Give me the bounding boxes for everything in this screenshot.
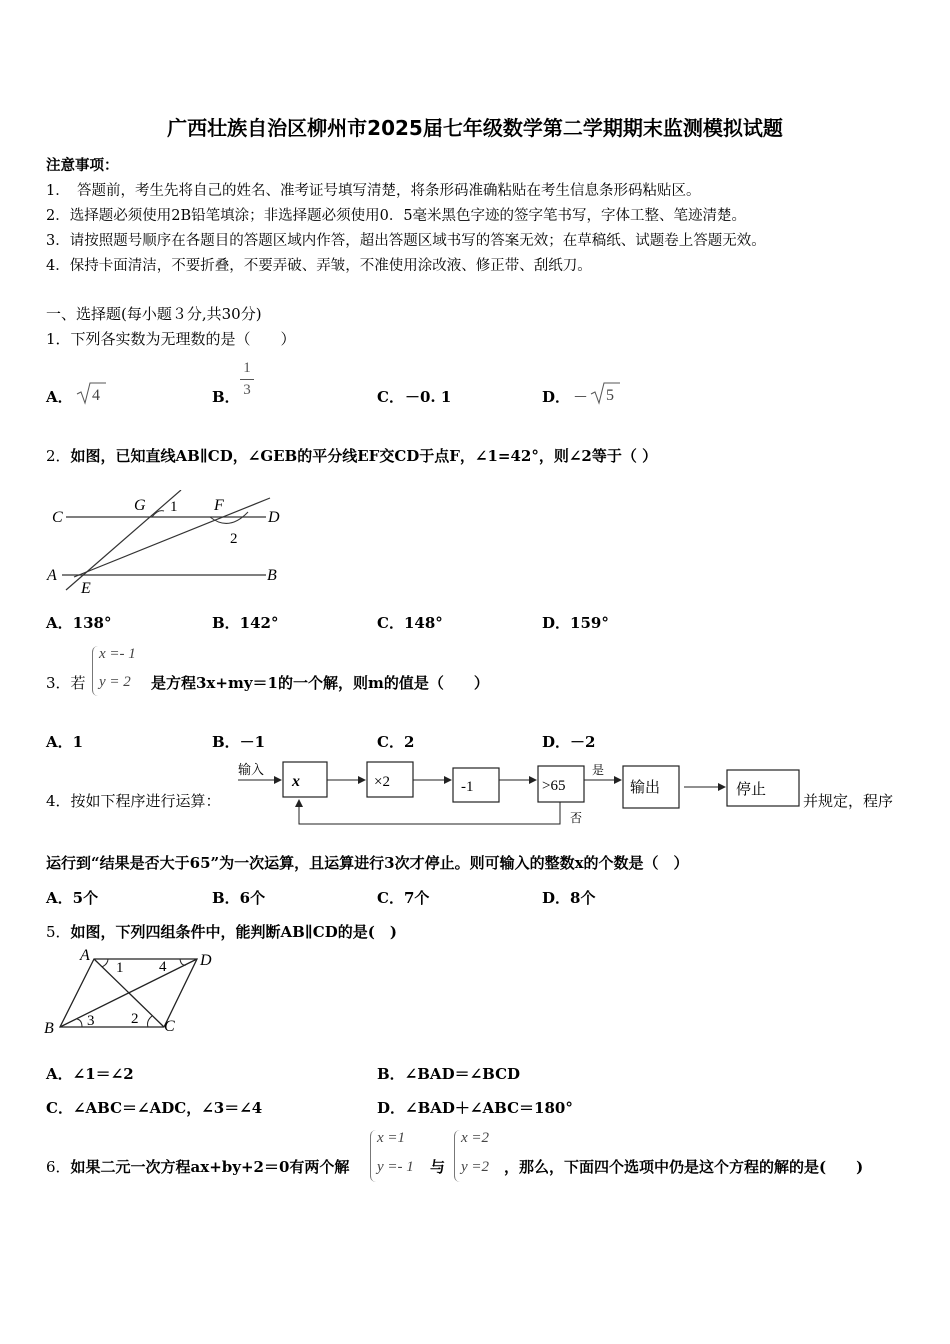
- question-stem: 如图，已知直线AB∥CD，∠GEB的平分线EF交CD于点F，∠1=42°，则∠2等于（ ）: [70, 447, 658, 465]
- q2-option-d: D．159°: [542, 614, 609, 632]
- notice-item: 4．保持卡面清洁，不要折叠，不要弄破、弄皱，不准使用涂改液、修正带、刮纸刀。: [46, 258, 592, 274]
- q4-option-d: D．8个: [542, 889, 596, 907]
- angle-2-arc: [148, 1016, 153, 1027]
- system-line-1: x =1: [377, 1130, 406, 1146]
- q2-option-c: C．148°: [377, 614, 443, 632]
- question-4-tail: 并规定，程序: [803, 792, 894, 810]
- q6-connector: 与: [430, 1158, 446, 1176]
- label-c: C: [164, 1018, 175, 1035]
- label-angle-2: 2: [131, 1011, 139, 1027]
- question-number: 1．: [46, 330, 71, 348]
- angle-3-arc: [77, 1019, 82, 1027]
- q1-option-b-label: B．: [212, 388, 240, 406]
- question-number: 6．: [46, 1158, 71, 1176]
- question-number: 2．: [46, 447, 71, 465]
- q3-equation-system: [92, 646, 153, 696]
- q1-option-d-label: D．: [542, 388, 571, 406]
- question-6: [46, 1156, 349, 1177]
- system-line-2: y = 2: [99, 674, 131, 690]
- label-a: A: [80, 947, 90, 964]
- q2-figure-parallel-lines: [44, 490, 294, 600]
- section-heading: 一、选择题(每小题３分,共30分): [46, 305, 262, 323]
- q1-option-d-radical: [588, 380, 622, 406]
- question-stem: 下列各实数为无理数的是（ ）: [70, 330, 296, 348]
- box-compare-text: >65: [542, 778, 566, 794]
- fraction-bar: [240, 379, 254, 380]
- label-d: D: [200, 952, 212, 969]
- question-4-line2: 运行到“结果是否大于65”为一次运算，且运算进行3次才停止。则可输入的整数x的个数是（ ）: [46, 854, 689, 872]
- label-c: C: [52, 509, 63, 526]
- label-d: D: [268, 509, 280, 526]
- label-a: A: [47, 567, 57, 584]
- radicand: 5: [606, 387, 614, 404]
- loop-back-arrow: [299, 800, 560, 824]
- q5-figure-quadrilateral: [42, 946, 232, 1038]
- q6-system-1: [370, 1130, 429, 1182]
- q2-option-b: B．142°: [212, 614, 279, 632]
- question-number: 4．: [46, 792, 71, 810]
- label-e: E: [81, 580, 91, 597]
- label-f: F: [214, 497, 224, 514]
- q1-option-c-label: C．: [377, 388, 404, 406]
- question-number: 3．: [46, 674, 71, 692]
- box-multiply-text: ×2: [374, 774, 390, 790]
- label-angle-2: 2: [230, 531, 238, 547]
- system-line-1: x =- 1: [99, 646, 136, 662]
- question-4: [46, 790, 221, 811]
- diagonal-bd: [60, 959, 197, 1027]
- question-stem: 是方程3x+my＝1的一个解，则m的值是（ ）: [151, 674, 489, 692]
- q1-option-a-label: A．: [46, 388, 73, 406]
- page-title: 广西壮族自治区柳州市2025届七年级数学第二学期期末监测模拟试题: [167, 116, 783, 140]
- q2-option-a: A．138°: [46, 614, 112, 632]
- q3-option-b: B．－1: [212, 733, 266, 751]
- question-pre: 若: [70, 674, 86, 692]
- notice-item: 3．请按照题号顺序在各题目的答题区域内作答，超出答题区域书写的答案无效；在草稿纸、试题卷上答题无效。: [46, 233, 766, 249]
- box-x-text: x: [292, 773, 300, 790]
- q5-option-b: B．∠BAD＝∠BCD: [377, 1065, 521, 1083]
- angle-1-arc: [102, 959, 108, 967]
- q6-system-2: [454, 1130, 505, 1182]
- question-2: [46, 445, 657, 466]
- radicand: 4: [92, 387, 100, 404]
- q1-option-d-sign: －: [573, 388, 589, 406]
- q5-option-c: C．∠ABC＝∠ADC，∠3＝∠4: [46, 1099, 263, 1117]
- numerator: 1: [243, 360, 251, 376]
- q4-option-b: B．6个: [212, 889, 266, 907]
- label-angle-1: 1: [170, 499, 178, 515]
- q4-option-a: A．5个: [46, 889, 99, 907]
- notice-item: 2．选择题必须使用2B铅笔填涂；非选择题必须使用0．5毫米黑色字迹的签字笔书写，字体工整、笔迹清楚。: [46, 208, 747, 224]
- question-stem: ，那么，下面四个选项中仍是这个方程的解的是( ): [504, 1158, 864, 1176]
- q5-option-d: D．∠BAD＋∠ABC＝180°: [377, 1099, 573, 1117]
- label-angle-3: 3: [87, 1013, 95, 1029]
- denominator: 3: [243, 382, 251, 398]
- box-output-text: 输出: [630, 780, 661, 796]
- notice-item: 1． 答题前，考生先将自己的姓名、准考证号填写清楚，将条形码准确粘贴在考生信息条形码粘贴区。: [46, 183, 701, 199]
- question-stem: 如图，下列四组条件中，能判断AB∥CD的是( ): [70, 923, 397, 941]
- label-b: B: [44, 1020, 54, 1037]
- question-5: [46, 921, 397, 942]
- q3-option-a: A．1: [46, 733, 84, 751]
- q1-option-a-radical: [74, 380, 108, 406]
- system-line-2: y =- 1: [377, 1159, 414, 1175]
- box-x: [283, 762, 327, 797]
- label-angle-1: 1: [116, 960, 124, 976]
- question-pre: 如果二元一次方程ax+by+2＝0有两个解: [70, 1158, 350, 1176]
- q3-option-d: D．－2: [542, 733, 596, 751]
- label-no: 否: [570, 811, 583, 825]
- q1-option-c-text: －0. 1: [405, 388, 452, 406]
- q4-flowchart: [234, 756, 804, 830]
- label-yes: 是: [592, 763, 605, 777]
- question-stem: 按如下程序进行运算：: [70, 792, 221, 810]
- q5-option-a: A．∠1＝∠2: [46, 1065, 134, 1083]
- question-number: 5．: [46, 923, 71, 941]
- question-1: [46, 328, 296, 349]
- system-line-1: x =2: [461, 1130, 490, 1146]
- q3-option-c: C．2: [377, 733, 415, 751]
- system-line-2: y =2: [461, 1159, 490, 1175]
- label-g: G: [134, 497, 146, 514]
- label-angle-4: 4: [159, 959, 167, 975]
- box-subtract-text: -1: [461, 779, 474, 795]
- q1-option-b-fraction: [240, 360, 254, 399]
- q4-option-c: C．7个: [377, 889, 430, 907]
- label-b: B: [267, 567, 277, 584]
- label-input: 输入: [238, 762, 265, 777]
- box-subtract: [453, 768, 499, 802]
- box-stop-text: 停止: [736, 782, 767, 798]
- question-3-number: [46, 672, 86, 693]
- notice-heading: 注意事项：: [46, 157, 119, 174]
